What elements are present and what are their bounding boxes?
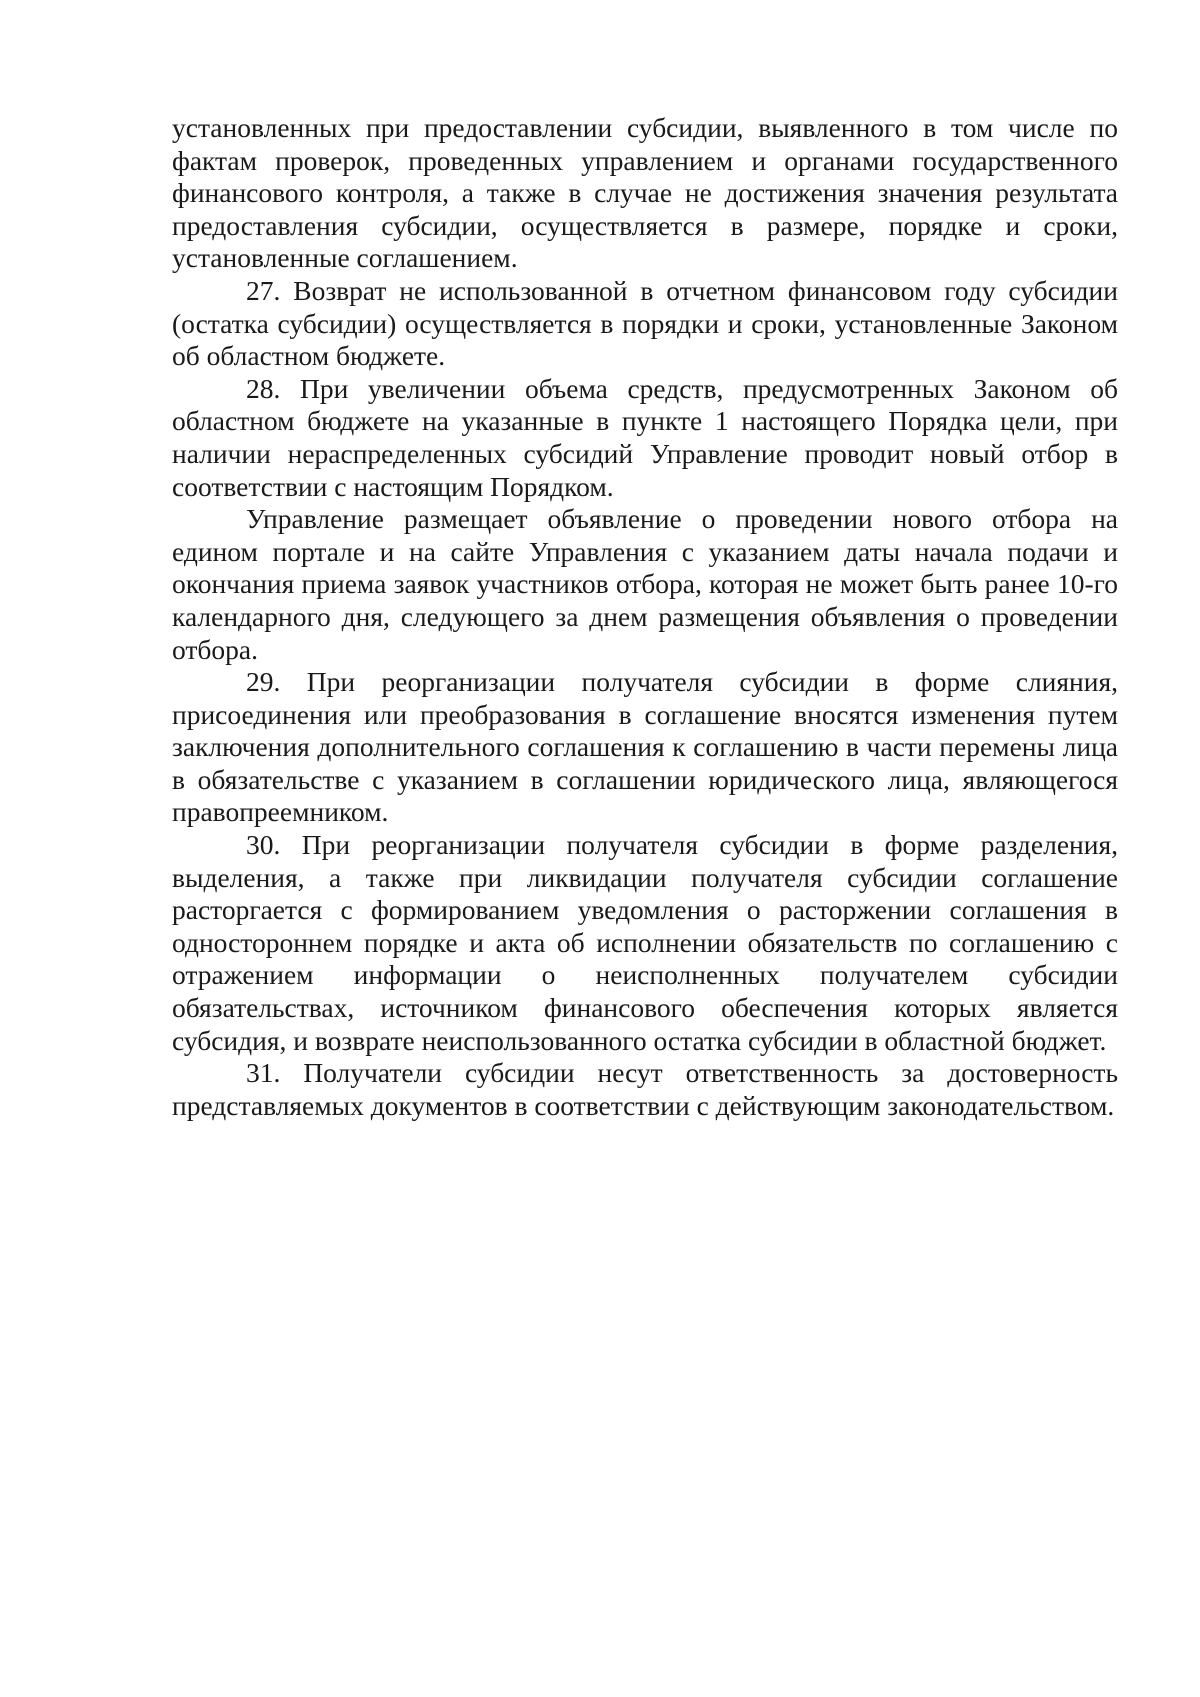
paragraph-continuation: установленных при предоставлении субсидии, выявленного в том числе по фактам проверок, проведенных управлением и органами государственного финансового контроля, а также в случае не достижения значения результата предоставления субсидии, осуществляется в размере, порядке и сроки, установленные соглашением. — [172, 112, 1118, 274]
paragraph-29: 29. При реорганизации получателя субсидии в форме слияния, присоединения или преобразования в соглашение вносятся изменения путем заключения дополнительного соглашения к соглашению в части перемены лица в обязательстве с указанием в соглашении юридического лица, являющегося правопреемником. — [172, 666, 1118, 828]
paragraph-28-announcement: Управление размещает объявление о проведении нового отбора на едином портале и на сайте Управления с указанием даты начала подачи и окончания приема заявок участников отбора, которая не может быть ранее 10-го календарного дня, следующего за днем размещения объявления о проведении отбора. — [172, 503, 1118, 665]
paragraph-30: 30. При реорганизации получателя субсидии в форме разделения, выделения, а также при ликвидации получателя субсидии соглашение расторгается с формированием уведомления о расторжении соглашения в одностороннем порядке и акта об исполнении обязательств по соглашению с отражением информации о неисполненных получателем субсидии обязательствах, источником финансового обеспечения которых является субсидия, и возврате неиспользованного остатка субсидии в областной бюджет. — [172, 829, 1118, 1056]
paragraph-31: 31. Получатели субсидии несут ответственность за достоверность представляемых документов в соответствии с действующим законодательством. — [172, 1057, 1118, 1121]
paragraph-27: 27. Возврат не использованной в отчетном финансовом году субсидии (остатка субсидии) осуществляется в порядки и сроки, установленные Законом об областном бюджете. — [172, 274, 1118, 372]
document-body — [172, 112, 1118, 1122]
paragraph-28: 28. При увеличении объема средств, предусмотренных Законом об областном бюджете на указанные в пункте 1 настоящего Порядка цели, при наличии нераспределенных субсидий Управление проводит новый отбор в соответствии с настоящим Порядком. — [172, 372, 1118, 502]
